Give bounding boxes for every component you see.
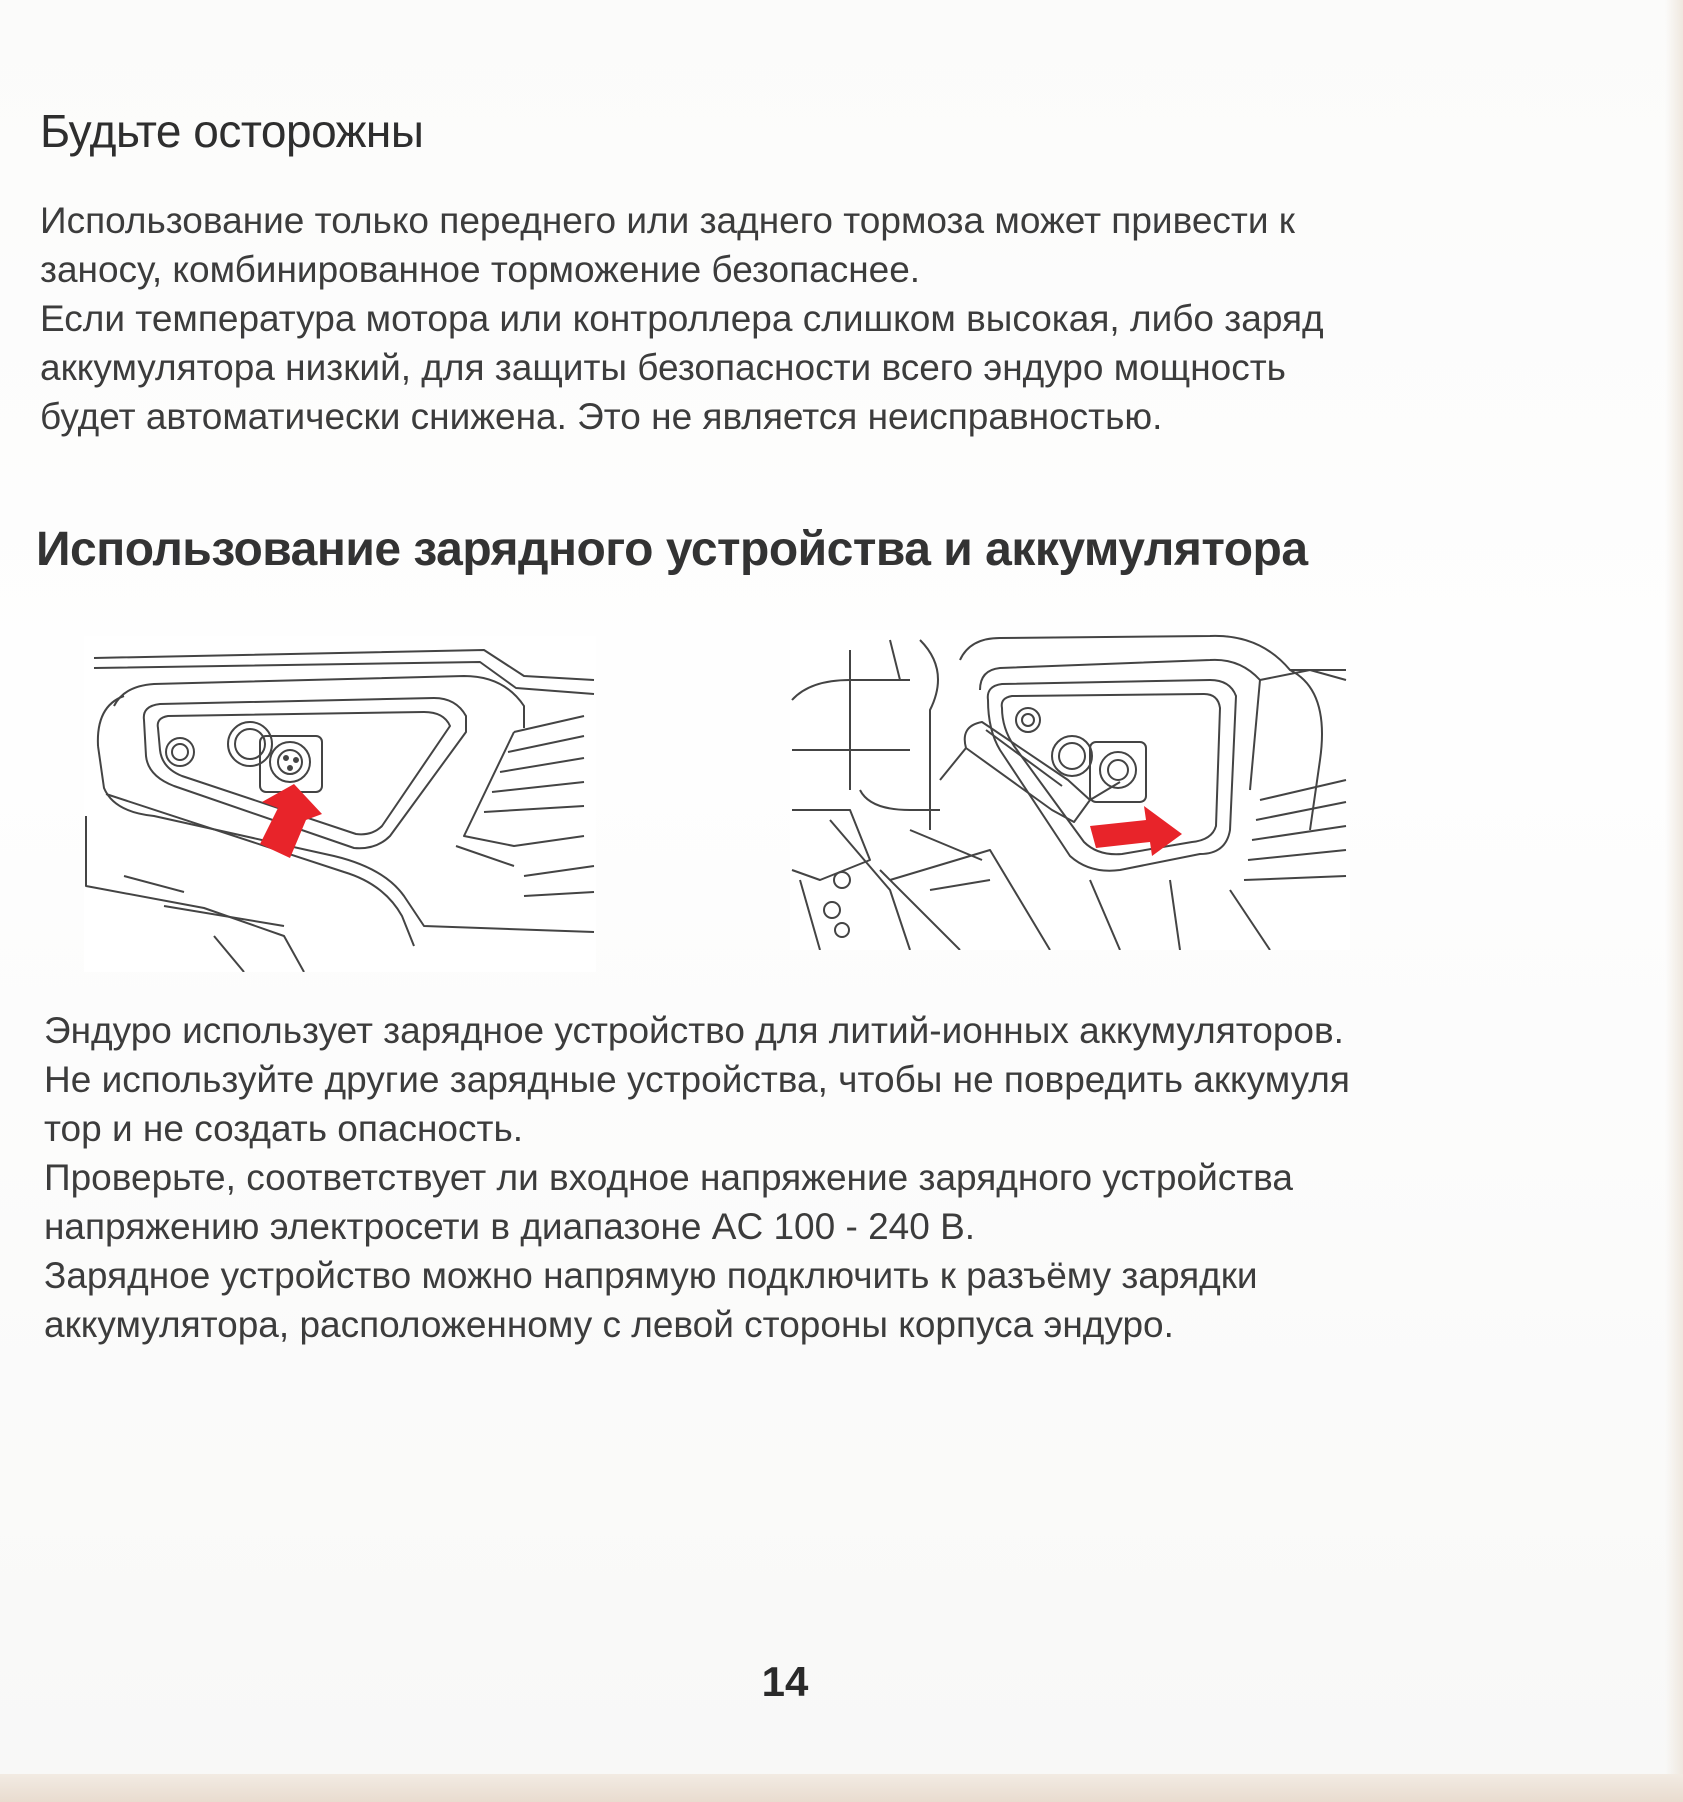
text-line: Если температура мотора или контроллера слишком высокая, либо заряд bbox=[40, 298, 1324, 339]
text-line: Зарядное устройство можно напрямую подключить к разъёму зарядки bbox=[44, 1255, 1258, 1296]
text-line: Использование только переднего или заднего тормоза может привести к bbox=[40, 200, 1295, 241]
text-line: тор и не создать опасность. bbox=[44, 1108, 523, 1149]
text-line: заносу, комбинированное торможение безопаснее. bbox=[40, 249, 921, 290]
text-line: Эндуро использует зарядное устройство для литий-ионных аккумуляторов. bbox=[44, 1010, 1344, 1051]
red-arrow-icon bbox=[1090, 806, 1182, 856]
charging-port-illustration bbox=[84, 636, 596, 972]
caution-paragraph bbox=[40, 196, 1324, 441]
section-heading-caution: Будьте осторожны bbox=[40, 105, 424, 157]
section-heading-charger: Использование зарядного устройства и аккумулятора bbox=[36, 523, 1308, 576]
charger-connection-illustration bbox=[790, 630, 1350, 950]
page-number: 14 bbox=[761, 1658, 809, 1705]
text-line: аккумулятора низкий, для защиты безопасности всего эндуро мощность bbox=[40, 347, 1286, 388]
text-line: Не используйте другие зарядные устройства, чтобы не повредить аккумуля bbox=[44, 1059, 1350, 1100]
text-line: аккумулятора, расположенному с левой стороны корпуса эндуро. bbox=[44, 1304, 1174, 1345]
text-line: напряжению электросети в диапазоне AC 100 - 240 В. bbox=[44, 1206, 976, 1247]
red-arrow-icon bbox=[260, 784, 322, 858]
text-line: Проверьте, соответствует ли входное напряжение зарядного устройства bbox=[44, 1157, 1294, 1198]
page-bottom-edge bbox=[0, 1774, 1683, 1802]
page-edge-shadow bbox=[1665, 0, 1683, 1802]
text-line: будет автоматически снижена. Это не является неисправностью. bbox=[40, 396, 1163, 437]
charger-paragraph bbox=[44, 1006, 1350, 1349]
